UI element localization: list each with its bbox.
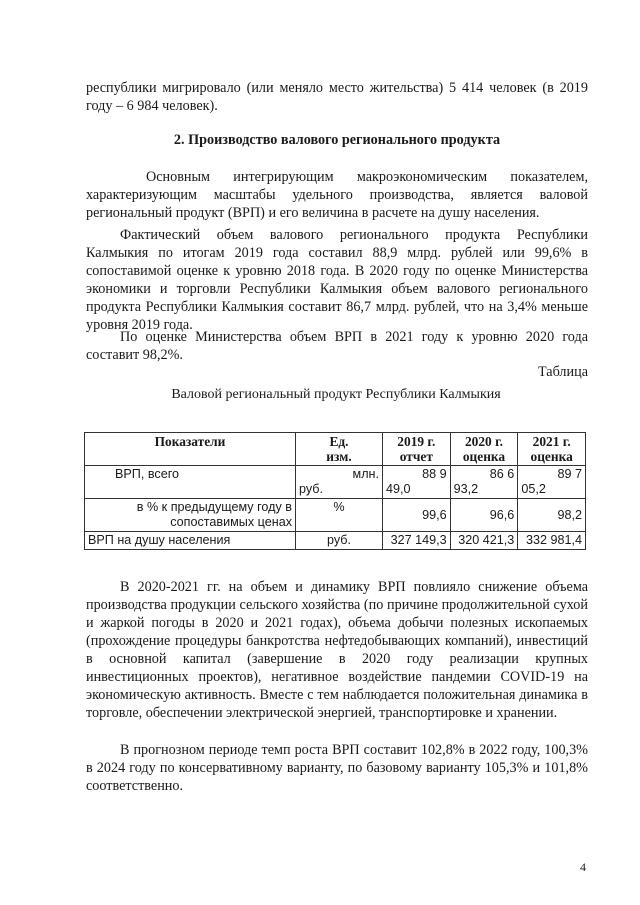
paragraph-migration: республики мигрировало (или меняло место жительства) 5 414 человек (в 2019 году – 6 984 человек). — [86, 80, 588, 114]
header-2020-line2: оценка — [462, 449, 506, 464]
row-grp-total-2019 — [383, 466, 451, 499]
header-2019-line1: 2019 г. — [397, 434, 436, 449]
header-indicator: Показатели — [85, 433, 296, 466]
page-number: 4 — [580, 860, 586, 874]
table-header-row — [85, 433, 586, 466]
row-grp-total-2020-line2: 93,2 — [453, 482, 479, 496]
table-label: Таблица — [537, 364, 588, 380]
header-2019 — [383, 433, 451, 466]
section-heading: 2. Производство валового регионального продукта — [173, 132, 501, 148]
header-unit — [296, 433, 383, 466]
paragraph-2021-estimate: По оценке Министерства объем ВРП в 2021 году к уровню 2020 года составит 98,2%. — [86, 329, 588, 363]
row-grp-total-2021 — [518, 466, 586, 499]
row-grp-per-capita-2021: 332 981,4 — [518, 532, 586, 550]
row-grp-percent-indicator: в % к предыдущему году в сопоставимых ценах — [85, 499, 296, 532]
header-2020-line1: 2020 г. — [464, 434, 503, 449]
row-grp-percent-2021: 98,2 — [518, 499, 586, 532]
header-2021-line2: оценка — [530, 449, 573, 464]
row-grp-total-2020-line1: 86 6 — [489, 467, 515, 481]
row-grp-percent-2020: 96,6 — [450, 499, 518, 532]
row-grp-total-2019-line1: 88 9 — [422, 467, 447, 481]
row-grp-total-indicator: ВРП, всего — [85, 466, 296, 499]
paragraph-factors: В 2020-2021 гг. на объем и динамику ВРП повлияло снижение объема производства продукции сельского хозяйства (по причине продолжительной сухой и жаркой погоды в 2020 и 2021 годах), объема добычи полезных ископаемых (прохождение процедуры банкротства нефтедобывающих компаний), инвестиций в основной капитал (завершение в 2020 году реализации крупных инвестиционных проектов), негативное воздействие пандемии COVID-19 на экономическую активность. Вместе с тем наблюдается положительная динамика в торговле, обеспечении электрической энергией, транспортировке и хранении. — [86, 579, 588, 721]
row-grp-per-capita-indicator: ВРП на душу населения — [85, 532, 296, 550]
header-2021 — [518, 433, 586, 466]
header-2019-line2: отчет — [399, 449, 433, 464]
row-grp-per-capita-2020: 320 421,3 — [450, 532, 518, 550]
row-grp-total-2019-line2: 49,0 — [386, 482, 411, 496]
row-grp-total-2020 — [450, 466, 518, 499]
header-2020 — [450, 433, 518, 466]
table-row — [85, 499, 586, 532]
table-row — [85, 532, 586, 550]
table-row — [85, 466, 586, 499]
paragraph-forecast: В прогнозном периоде темп роста ВРП составит 102,8% в 2022 году, 100,3% в 2024 году по консервативному варианту, по базовому варианту 105,3% и 101,8% соответственно. — [86, 742, 588, 794]
paragraph-fact: Фактический объем валового регионального продукта Республики Калмыкия по итогам 2019 года составил 88,9 млрд. рублей или 99,6% в сопоставимой оценке к уровню 2018 года. В 2020 году по оценке Министерства экономики и торговли Республики Калмыкия объем валового регионального продукта Республики Калмыкия составит 86,7 млрд. рублей, что на 3,4% меньше уровня 2019 года. — [86, 227, 588, 333]
paragraph-intro: Основным интегрирующим макроэкономическим показателем, характеризующим масштабы удельного производства, является валовой региональный продукт (ВРП) и его величина в расчете на душу населения. — [86, 169, 588, 221]
row-grp-per-capita-2019: 327 149,3 — [383, 532, 451, 550]
header-unit-line1: Ед. — [329, 434, 349, 449]
row-grp-per-capita-unit: руб. — [296, 532, 383, 550]
header-2021-line1: 2021 г. — [532, 434, 571, 449]
row-grp-total-2021-line1: 89 7 — [557, 467, 582, 481]
row-grp-percent-2019: 99,6 — [383, 499, 451, 532]
row-grp-percent-unit: % — [296, 499, 383, 532]
row-grp-total-unit-line1: млн. — [352, 467, 379, 481]
row-grp-total-unit — [296, 466, 383, 499]
header-unit-line2: изм. — [326, 449, 352, 464]
row-grp-total-2021-line2: 05,2 — [521, 482, 546, 496]
grp-table — [84, 432, 586, 550]
row-grp-total-unit-line2: руб. — [299, 482, 324, 496]
table-title: Валовой региональный продукт Республики Калмыкия — [171, 387, 501, 402]
